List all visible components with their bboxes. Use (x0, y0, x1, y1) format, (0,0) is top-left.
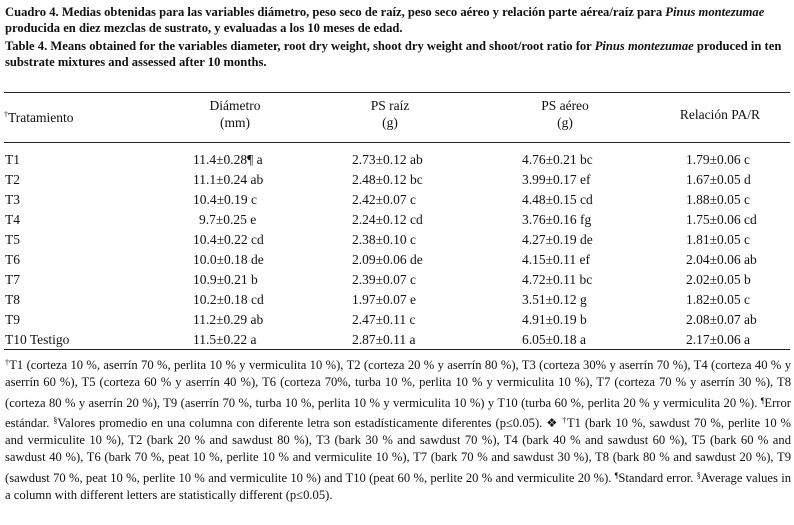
cell-shoot: 6.05±0.18 a (522, 332, 587, 347)
cell-root: 2.09±0.06 de (352, 252, 423, 267)
cell-ratio: 2.17±0.06 a (686, 332, 751, 347)
cell-shoot: 4.48±0.15 cd (522, 192, 593, 207)
cell-diameter: 10.2±0.18 cd (193, 292, 264, 307)
cell-treatment: T10 Testigo (5, 332, 70, 347)
header-ratio (665, 106, 775, 123)
caption-text-end: producida en diez mezclas de sustrato, y evaluadas a los 10 meses de edad. (5, 21, 403, 35)
cell-diameter: 9.7±0.25 e (199, 212, 257, 227)
dagger-mark: † (4, 110, 8, 119)
cell-shoot: 3.99±0.17 ef (522, 172, 591, 187)
cell-treatment: T9 (5, 312, 20, 327)
cell-diameter: 10.4±0.22 cd (193, 232, 264, 247)
cell-ratio: 1.81±0.05 c (686, 232, 751, 247)
table-row (0, 170, 794, 190)
caption-label: Table 4. (5, 39, 48, 53)
cell-diameter: 11.4±0.28¶ a (193, 152, 263, 167)
cell-treatment: T7 (5, 272, 20, 287)
footnote-error-es: Error estándar. (5, 395, 791, 430)
cell-root: 2.24±0.12 cd (352, 212, 423, 227)
cell-shoot: 4.76±0.21 bc (522, 152, 593, 167)
table-row (0, 190, 794, 210)
cell-ratio: 1.82±0.05 c (686, 292, 751, 307)
cell-shoot: 3.76±0.16 fg (522, 212, 592, 227)
caption-text: Means obtained for the variables diameter, root dry weight, shoot dry weight and shoot/root ratio for (50, 39, 592, 53)
cell-diameter: 11.2±0.29 ab (193, 312, 264, 327)
cell-shoot: 3.51±0.12 g (522, 292, 587, 307)
species-name: Pinus montezumae (665, 5, 765, 19)
header-diameter (190, 97, 280, 131)
cell-root: 2.42±0.07 c (352, 192, 417, 207)
table-row (0, 230, 794, 250)
footnote-error-en: Standard error. (618, 470, 694, 485)
cell-ratio: 2.08±0.07 ab (686, 312, 757, 327)
dagger-mark: † (562, 415, 567, 425)
table-row (0, 250, 794, 270)
header-ratio-label: Relación PA/R (679, 107, 761, 122)
dagger-mark: † (5, 358, 10, 367)
header-treatment (4, 106, 74, 126)
cell-diameter: 10.9±0.21 b (193, 272, 258, 287)
table-row (0, 270, 794, 290)
cell-diameter: 11.5±0.22 a (193, 332, 257, 347)
cell-ratio: 1.88±0.05 c (686, 192, 751, 207)
section-mark: § (53, 415, 58, 425)
cell-shoot: 4.72±0.11 bc (522, 272, 593, 287)
caption-text-end: produced in ten substrate mixtures and assessed after 10 months. (5, 39, 782, 69)
cell-ratio: 1.75±0.06 cd (686, 212, 757, 227)
cell-ratio: 1.79±0.06 c (686, 152, 751, 167)
cell-root: 2.48±0.12 bc (352, 172, 423, 187)
table-bottom-rule (4, 349, 790, 350)
caption-text: Medias obtenidas para las variables diámetro, peso seco de raíz, peso seco aéreo y relación parte aérea/raíz para (61, 5, 663, 19)
footnote-values-es: Valores promedio en una columna con diferente letra son estadísticamente diferentes (p≤0.05). (57, 415, 543, 430)
section-mark: § (696, 470, 701, 480)
pilcrow-mark: ¶ (760, 395, 765, 405)
cell-diameter: 11.1±0.24 ab (193, 172, 264, 187)
table-row (0, 310, 794, 330)
cell-treatment: T4 (5, 212, 20, 227)
cell-root: 2.38±0.10 c (352, 232, 417, 247)
header-treatment-label: Tratamiento (8, 110, 74, 125)
table-row (0, 210, 794, 230)
table-row (0, 150, 794, 170)
footnote-treatments-es: T1 (corteza 10 %, aserrín 70 %, perlita 10 % y vermiculita 10 %), T2 (corteza 20 % y aserrín 80 %), T3 (corteza 30% y aserrín 70 %), T4 (corteza 40 % y aserrín 60 %), T5 (corteza 60 % y aserrín 40 %), T6 (corteza 70%, turba 10 %, perlita 10 % y vermiculita 10 %), T7 (corteza 70 % y aserrín 30 %), T8 (corteza 80 % y aserrín 20 %), T9 (aserrín 70 %, turba 10 %, perlita 10 % y vermiculita 10 %) y T10 (turba 60 %, perlita 20 % y vermiculita 20 %). (5, 358, 792, 410)
cell-ratio: 2.02±0.05 b (686, 272, 751, 287)
table-top-rule (4, 92, 790, 93)
header-shoot-label: PS aéreo (541, 98, 589, 113)
footnote-values-en: Average values in a column with different letters are statistically different (p≤0.05). (5, 470, 791, 503)
table-footnote (5, 354, 791, 504)
cell-root: 2.47±0.11 c (352, 312, 416, 327)
cell-diameter: 10.4±0.19 c (193, 192, 258, 207)
species-name: Pinus montezumae (594, 39, 694, 53)
header-shoot-dry-weight (520, 97, 610, 131)
caption-label: Cuadro 4. (5, 5, 59, 19)
cell-treatment: T1 (5, 152, 20, 167)
cell-root: 1.97±0.07 e (352, 292, 417, 307)
header-root-unit: (g) (382, 115, 398, 130)
header-root-dry-weight (345, 97, 435, 131)
pilcrow-mark: ¶ (614, 470, 619, 480)
cell-treatment: T5 (5, 232, 20, 247)
header-root-label: PS raíz (370, 98, 410, 113)
cell-ratio: 1.67±0.05 d (686, 172, 751, 187)
header-diameter-unit: (mm) (220, 115, 250, 130)
table-row (0, 330, 794, 350)
cell-treatment: T2 (5, 172, 20, 187)
cell-diameter: 10.0±0.18 de (193, 252, 264, 267)
cell-ratio: 2.04±0.06 ab (686, 252, 757, 267)
header-shoot-unit: (g) (557, 115, 573, 130)
cell-shoot: 4.27±0.19 de (522, 232, 593, 247)
cell-shoot: 4.15±0.11 ef (522, 252, 591, 267)
cell-treatment: T6 (5, 252, 20, 267)
caption-spanish (5, 4, 791, 36)
cell-shoot: 4.91±0.19 b (522, 312, 587, 327)
table-row (0, 290, 794, 310)
caption-english (5, 38, 791, 70)
cell-treatment: T3 (5, 192, 20, 207)
cell-root: 2.87±0.11 a (352, 332, 416, 347)
cell-treatment: T8 (5, 292, 20, 307)
cell-root: 2.39±0.07 c (352, 272, 417, 287)
cell-root: 2.73±0.12 ab (352, 152, 423, 167)
header-diameter-label: Diámetro (209, 98, 261, 113)
table-header-rule (4, 142, 790, 143)
footnote-treatments-en: T1 (bark 10 %, sawdust 70 %, perlite 10 % and vermiculite 10 %), T2 (bark 20 % and sawdust 80 %), T3 (bark 30 % and sawdust 70 %), T4 (bark 40 % and sawdust 60 %), T5 (bark 60 % and sawdust 40 %), T6 (bark 70 %, peat 10 %, perlite 10 % and vermiculite 10 %), T7 (bark 70 % and sawdust 30 %), T8 (bark 80 % and sawdust 20 %), T9 (sawdust 70 %, peat 10 %, perlite 10 % and vermiculite 10 %) and T10 (peat 60 %, perlite 20 % and vermiculite 20 %). (5, 415, 792, 485)
separator-icon: ❖ (546, 415, 559, 430)
